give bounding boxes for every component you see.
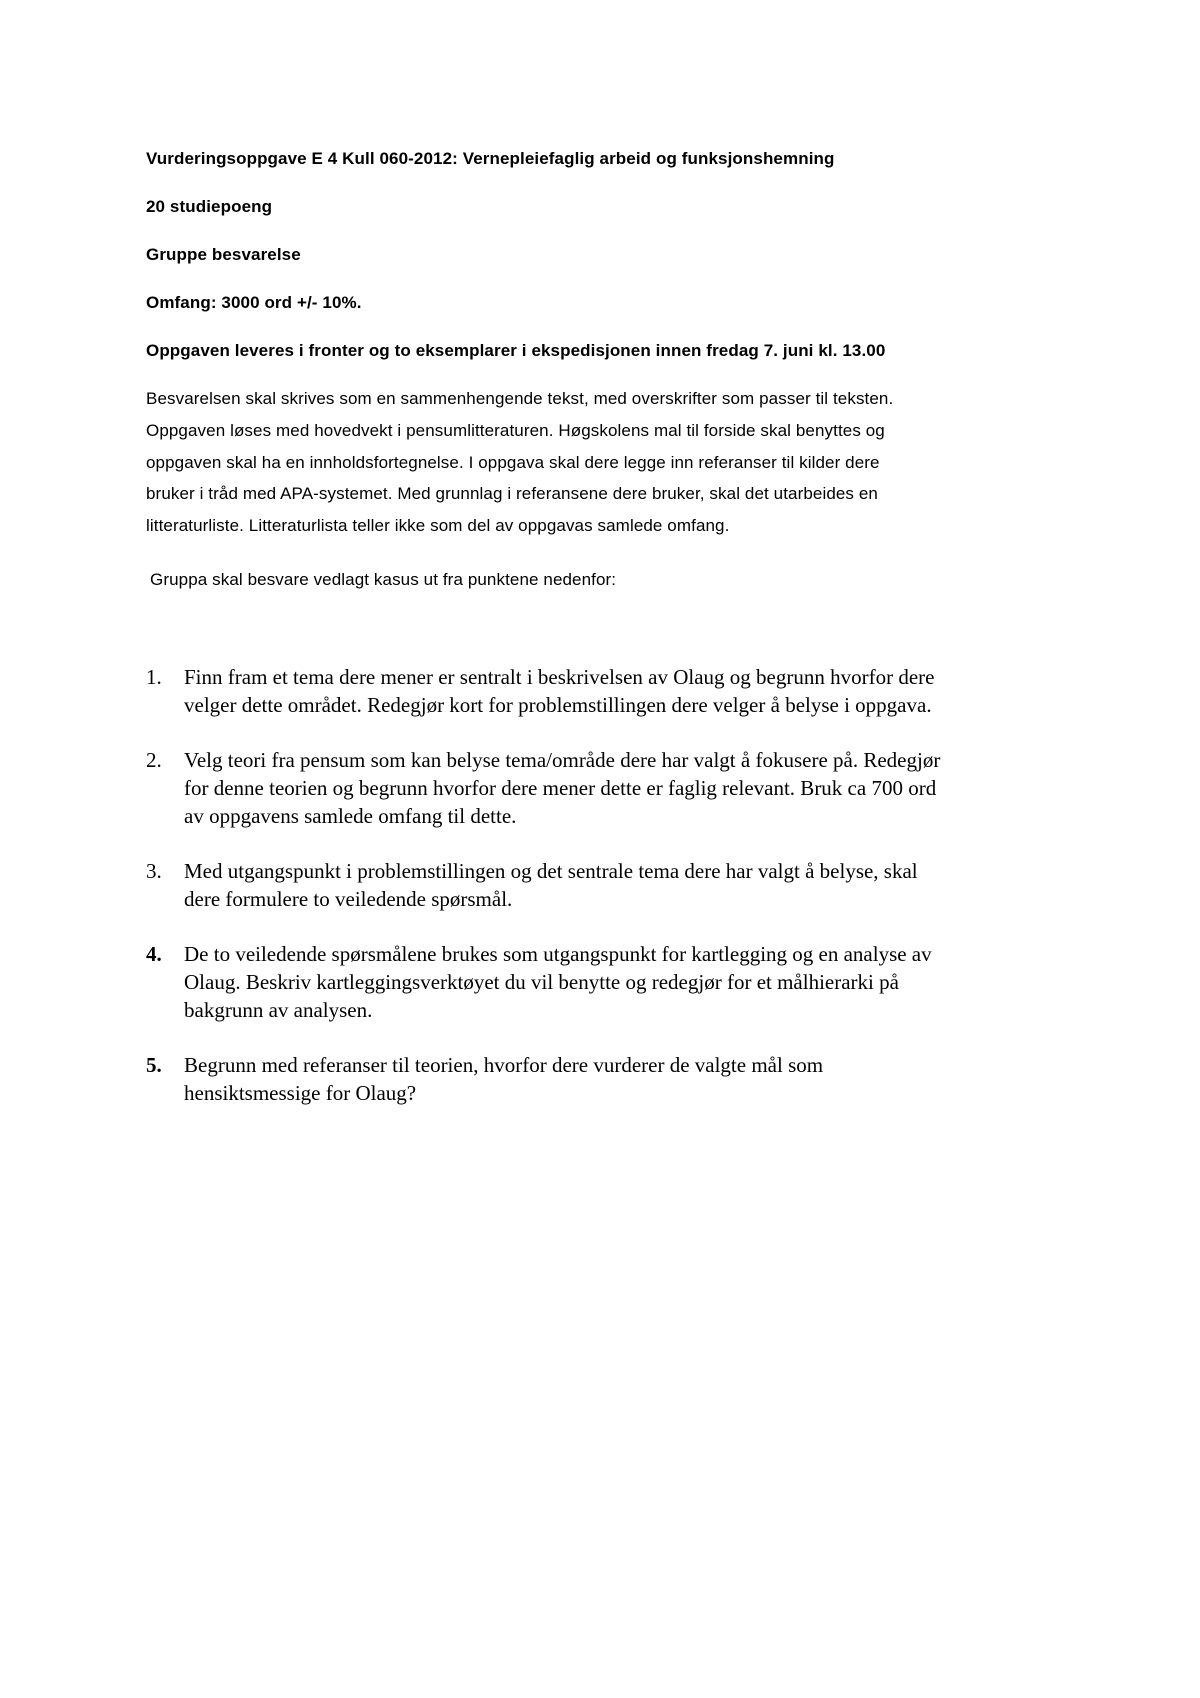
task-number: 3.	[146, 859, 162, 883]
task-line: av oppgavens samlede omfang til dette.	[184, 804, 517, 828]
task-number: 2.	[146, 748, 162, 772]
instructions-paragraph	[146, 383, 1046, 542]
task-line: Velg teori fra pensum som kan belyse tema/område dere har valgt å fokusere på. Redegjør	[184, 748, 941, 772]
instructions-line: oppgaven skal ha en innholdsfortegnelse. I oppgava skal dere legge inn referanser til kilder dere	[146, 452, 880, 472]
instructions-line: litteraturliste. Litteraturlista teller ikke som del av oppgavas samlede omfang.	[146, 516, 730, 536]
task-item	[146, 857, 1096, 913]
task-line: for denne teorien og begrunn hvorfor dere mener dette er faglig relevant. Bruk ca 700 ord	[184, 776, 937, 800]
task-list	[146, 663, 1096, 1134]
task-item	[146, 746, 1096, 830]
task-item	[146, 1051, 1096, 1107]
task-item	[146, 940, 1096, 1024]
group-label: Gruppe besvarelse	[146, 245, 301, 264]
task-line: Med utgangspunkt i problemstillingen og det sentrale tema dere har valgt å belyse, skal	[184, 859, 918, 883]
task-intro: Gruppa skal besvare vedlagt kasus ut fra punktene nedenfor:	[150, 570, 617, 589]
task-number: 5.	[146, 1053, 162, 1077]
task-line: velger dette området. Redegjør kort for problemstillingen dere velger å belyse i oppgava.	[184, 693, 932, 717]
task-number: 4.	[146, 942, 162, 966]
task-line: Begrunn med referanser til teorien, hvorfor dere vurderer de valgte mål som	[184, 1053, 824, 1077]
task-item	[146, 663, 1096, 719]
task-line: De to veiledende spørsmålene brukes som utgangspunkt for kartlegging og en analyse av	[184, 942, 932, 966]
task-line: bakgrunn av analysen.	[184, 998, 373, 1022]
task-line: Finn fram et tema dere mener er sentralt i beskrivelsen av Olaug og begrunn hvorfor dere	[184, 665, 935, 689]
task-line: dere formulere to veiledende spørsmål.	[184, 887, 513, 911]
instructions-line: Besvarelsen skal skrives som en sammenhengende tekst, med overskrifter som passer til teksten.	[146, 389, 894, 408]
task-line: Olaug. Beskriv kartleggingsverktøyet du vil benytte og redegjør for et målhierarki på	[184, 970, 899, 994]
assignment-title: Vurderingsoppgave E 4 Kull 060-2012: Vernepleiefaglig arbeid og funksjonshemning	[146, 149, 835, 168]
credits-label: 20 studiepoeng	[146, 197, 273, 216]
scope-label: Omfang: 3000 ord +/- 10%.	[146, 293, 362, 312]
deadline-label: Oppgaven leveres i fronter og to eksemplarer i ekspedisjonen innen fredag 7. juni kl. 13.00	[146, 341, 886, 360]
instructions-line: bruker i tråd med APA-systemet. Med grunnlag i referansene dere bruker, skal det utarbeides en	[146, 484, 878, 504]
instructions-line: Oppgaven løses med hovedvekt i pensumlitteraturen. Høgskolens mal til forside skal benyttes og	[146, 420, 885, 440]
task-number: 1.	[146, 665, 162, 689]
task-line: hensiktsmessige for Olaug?	[184, 1081, 417, 1105]
